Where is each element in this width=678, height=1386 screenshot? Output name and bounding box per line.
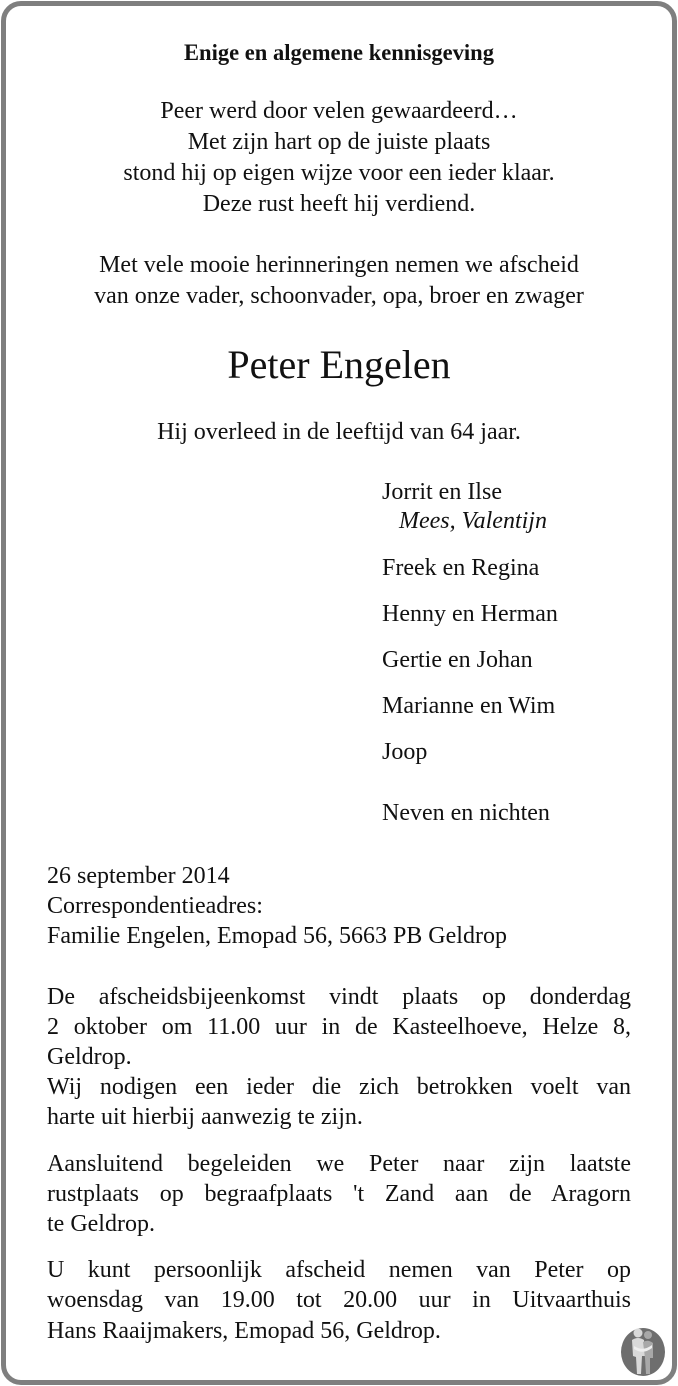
family-member: Joop <box>382 739 428 765</box>
family-grandchildren: Mees, Valentijn <box>399 508 547 534</box>
notice-heading: Enige en algemene kennisgeving <box>184 40 494 65</box>
farewell-line-1: De afscheidsbijeenkomst vindt plaats op donderdag <box>47 984 631 1010</box>
farewell-line-4: Wij nodigen een ieder die zich betrokken voelt van <box>47 1074 631 1100</box>
family-member: Neven en nichten <box>382 800 550 826</box>
family-member: Gertie en Johan <box>382 647 533 673</box>
embracing-figures-logo-icon <box>619 1326 667 1376</box>
poem-line-1: Peer werd door velen gewaardeerd… <box>160 98 518 124</box>
deceased-name: Peter Engelen <box>227 342 451 387</box>
notice-date: 26 september 2014 <box>47 863 230 889</box>
intro-line-1: Met vele mooie herinneringen nemen we afscheid <box>99 252 579 278</box>
burial-line-1: Aansluitend begeleiden we Peter naar zijn laatste <box>47 1151 631 1177</box>
family-member: Freek en Regina <box>382 555 540 581</box>
poem-line-2: Met zijn hart op de juiste plaats <box>187 129 491 155</box>
burial-line-3: te Geldrop. <box>47 1211 155 1237</box>
viewing-line-1: U kunt persoonlijk afscheid nemen van Peter op <box>47 1257 631 1283</box>
correspondence-address: Familie Engelen, Emopad 56, 5663 PB Geldrop <box>47 923 507 949</box>
age-line: Hij overleed in de leeftijd van 64 jaar. <box>157 419 521 445</box>
poem-line-4: Deze rust heeft hij verdiend. <box>202 191 476 217</box>
correspondence-label: Correspondentieadres: <box>47 893 263 919</box>
poem-line-3: stond hij op eigen wijze voor een ieder klaar. <box>123 160 555 186</box>
family-member: Henny en Herman <box>382 601 558 627</box>
family-member: Marianne en Wim <box>382 693 556 719</box>
farewell-line-3: Geldrop. <box>47 1044 132 1070</box>
viewing-line-2: woensdag van 19.00 tot 20.00 uur in Uitvaarthuis <box>47 1287 631 1313</box>
burial-line-2: rustplaats op begraafplaats 't Zand aan de Aragorn <box>47 1181 631 1207</box>
farewell-line-2: 2 oktober om 11.00 uur in de Kasteelhoeve, Helze 8, <box>47 1014 631 1040</box>
intro-line-2: van onze vader, schoonvader, opa, broer en zwager <box>94 283 584 309</box>
family-member: Jorrit en Ilse <box>382 479 502 505</box>
viewing-line-3: Hans Raaijmakers, Emopad 56, Geldrop. <box>47 1318 441 1344</box>
farewell-line-5: harte uit hierbij aanwezig te zijn. <box>47 1104 363 1130</box>
